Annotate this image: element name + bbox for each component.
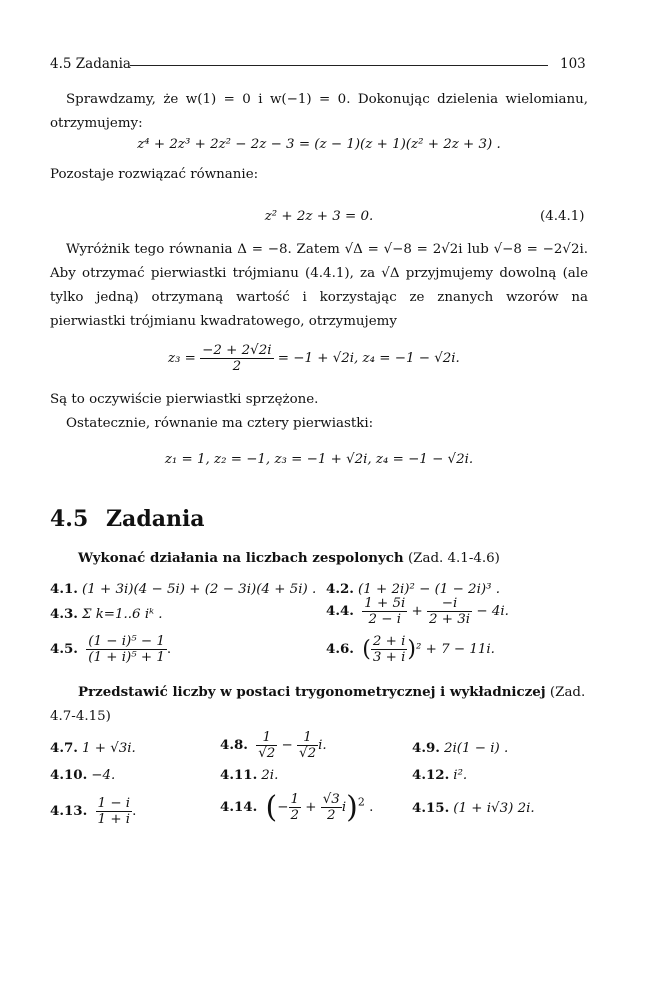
page-number: 103 [560,56,586,72]
section-title: Zadania [106,506,205,532]
exercise-number: 4.3. [50,606,78,622]
exercise-4-13 [50,796,136,827]
exercise-expression: 1 + √3i. [81,741,136,756]
fraction-denominator: 2 [290,808,300,823]
exercise-number: 4.9. [412,740,440,756]
paragraph-four-roots: Ostatecznie, równanie ma cztery pierwiastki: [66,416,374,431]
eq3-numerator: −2 + 2√2i [202,343,272,358]
fraction-numerator: (1 − i)⁵ − 1 [88,634,165,649]
group2-heading-text: Przedstawić liczby w postaci trygonometrycznej i wykładniczej [78,684,546,700]
exercise-fraction-b [297,730,318,761]
equation-number: (4.4.1) [540,209,585,224]
exercise-number: 4.5. [50,641,78,657]
equation-factorization: z⁴ + 2z³ + 2z² − 2z − 3 = (z − 1)(z + 1)(z² + 2z + 3) . [137,137,501,152]
running-header-title: 4.5 Zadania [50,56,131,72]
exercise-number: 4.1. [50,581,78,597]
exercise-expression: −4. [91,768,116,783]
exercise-4-9 [412,740,508,756]
exercise-power: 2 [357,795,365,809]
exercise-4-3 [50,606,163,622]
header-rule [130,65,548,66]
fraction-numerator: −i [427,596,472,612]
group2-heading [50,680,588,729]
exercise-number: 4.10. [50,767,88,783]
exercise-number: 4.6. [326,641,354,657]
left-paren: ( [265,790,278,825]
fraction-numerator: 1 [290,792,300,807]
exercise-number: 4.11. [220,767,258,783]
fraction-denominator: (1 + i)⁵ + 1 [88,650,165,665]
exercise-expression: Σ k=1..6 iᵏ . [81,607,163,622]
exercise-number: 4.13. [50,803,88,819]
exercise-4-1 [50,581,316,597]
exercise-expression: (1 + i√3) 2i. [453,801,535,816]
fraction-numerator: √3 [322,792,340,807]
exercise-fraction-a [256,730,277,761]
exercise-4-12 [412,767,467,783]
exercise-number: 4.8. [220,737,248,753]
exercise-expression: (1 + 2i)² − (1 − 2i)³ . [357,582,500,597]
exercise-tail: − 4i. [476,604,509,619]
exercise-4-11 [220,767,278,783]
exercise-number: 4.14. [220,799,258,815]
exercise-expression: 2i. [261,768,279,783]
fraction-denominator: 2 − i [368,612,402,627]
paragraph-check-roots: Sprawdzamy, że w(1) = 0 i w(−1) = 0. Dokonując dzielenia wielomianu, otrzymujemy: [50,92,588,131]
exercise-fraction-b [321,792,342,823]
exercise-4-15 [412,800,535,816]
exercise-fraction [86,634,167,665]
right-paren: ) [346,790,358,825]
exercise-tail: i [341,800,347,815]
fraction-denominator: 3 + i [372,650,406,665]
exercise-4-10 [50,767,115,783]
paragraph-remaining: Pozostaje rozwiązać równanie: [50,167,259,182]
exercise-tail: . [166,642,172,657]
exercise-4-2 [326,581,500,597]
exercise-fraction [371,634,408,665]
fraction-numerator: 2 + i [372,634,406,649]
exercise-number: 4.15. [412,800,450,816]
group1-ref: (Zad. 4.1-4.6) [407,551,500,566]
fraction-denominator: 1 + i [97,812,131,827]
exercise-4-6 [326,634,495,665]
fraction-numerator: 1 [297,730,318,746]
fraction-numerator: 1 − i [97,796,131,811]
exercise-4-8: 4.8. $\frac{1}{√2}$ − $\frac{1}{√2}$ i. [220,730,327,761]
exercise-expression: (1 + 3i)(4 − 5i) + (2 − 3i)(4 + 5i) . [81,582,317,597]
paragraph-conjugate: Są to oczywiście pierwiastki sprzężone. [50,392,319,407]
exercise-fraction [96,796,133,827]
exercise-expression: i². [453,768,468,783]
exercise-fraction-a [289,792,302,823]
eq3-fraction [200,343,273,374]
equation-quadratic: z² + 2z + 3 = 0. [264,209,374,224]
exercise-number: 4.12. [412,767,450,783]
exercise-tail: i. [318,738,327,753]
exercise-4-5 [50,634,171,665]
exercise-4-14: 4.14. (− $\frac{1}{2}$ + $\frac{√3}{2}$ i)$^2$ . [220,790,374,825]
fraction-denominator: √2 [299,746,317,761]
exercise-tail: ² + 7 − 11i. [415,642,495,657]
fraction-numerator: 1 [256,730,277,746]
fraction-denominator: 2 + 3i [429,612,471,627]
right-paren: ) [407,637,416,662]
exercise-fraction-a [362,596,407,627]
eq3-denominator: 2 [232,359,242,374]
group1-heading-text: Wykonać działania na liczbach zespolonych [78,550,404,566]
exercise-fraction-b [427,596,472,627]
equation-all-roots: z₁ = 1, z₂ = −1, z₃ = −1 + √2i, z₄ = −1 − √2i. [164,452,474,467]
paragraph-discriminant: Wyróżnik tego równania Δ = −8. Zatem √Δ = √−8 = 2√2i lub √−8 = −2√2i. Aby otrzymać pierwiastki trójmianu (4.4.1), za √Δ przyjmujemy dowolną (ale tylko jedną) otrzymaną wartość i korzystając ze znanych wzorów na pierwiastki trójmianu kwadratowego, otrzymujemy [50,242,588,329]
group1-heading [50,546,588,571]
exercise-expression: 2i(1 − i) . [443,741,509,756]
left-paren: ( [362,637,371,662]
exercise-4-7 [50,740,136,756]
eq3-left: z₃ = [168,351,196,366]
eq3-right: = −1 + √2i, z₄ = −1 − √2i. [277,351,460,366]
fraction-denominator: 2 [327,808,336,823]
exercise-4-4: 4.4. $\frac{1 + 5i}{2 - i}$ + $\frac{-i}{2 + 3i}$ − 4i. [326,596,509,627]
fraction-denominator: √2 [258,746,276,761]
exercise-tail: . [132,804,137,819]
group2-ref: (Zad. 4.7-4.15) [50,685,586,724]
exercise-number: 4.2. [326,581,354,597]
exercise-number: 4.4. [326,603,354,619]
fraction-numerator: 1 + 5i [364,596,406,611]
equation-roots-z3-z4 [168,343,460,374]
section-number: 4.5 [50,506,89,532]
exercise-number: 4.7. [50,740,78,756]
section-heading [50,506,205,532]
